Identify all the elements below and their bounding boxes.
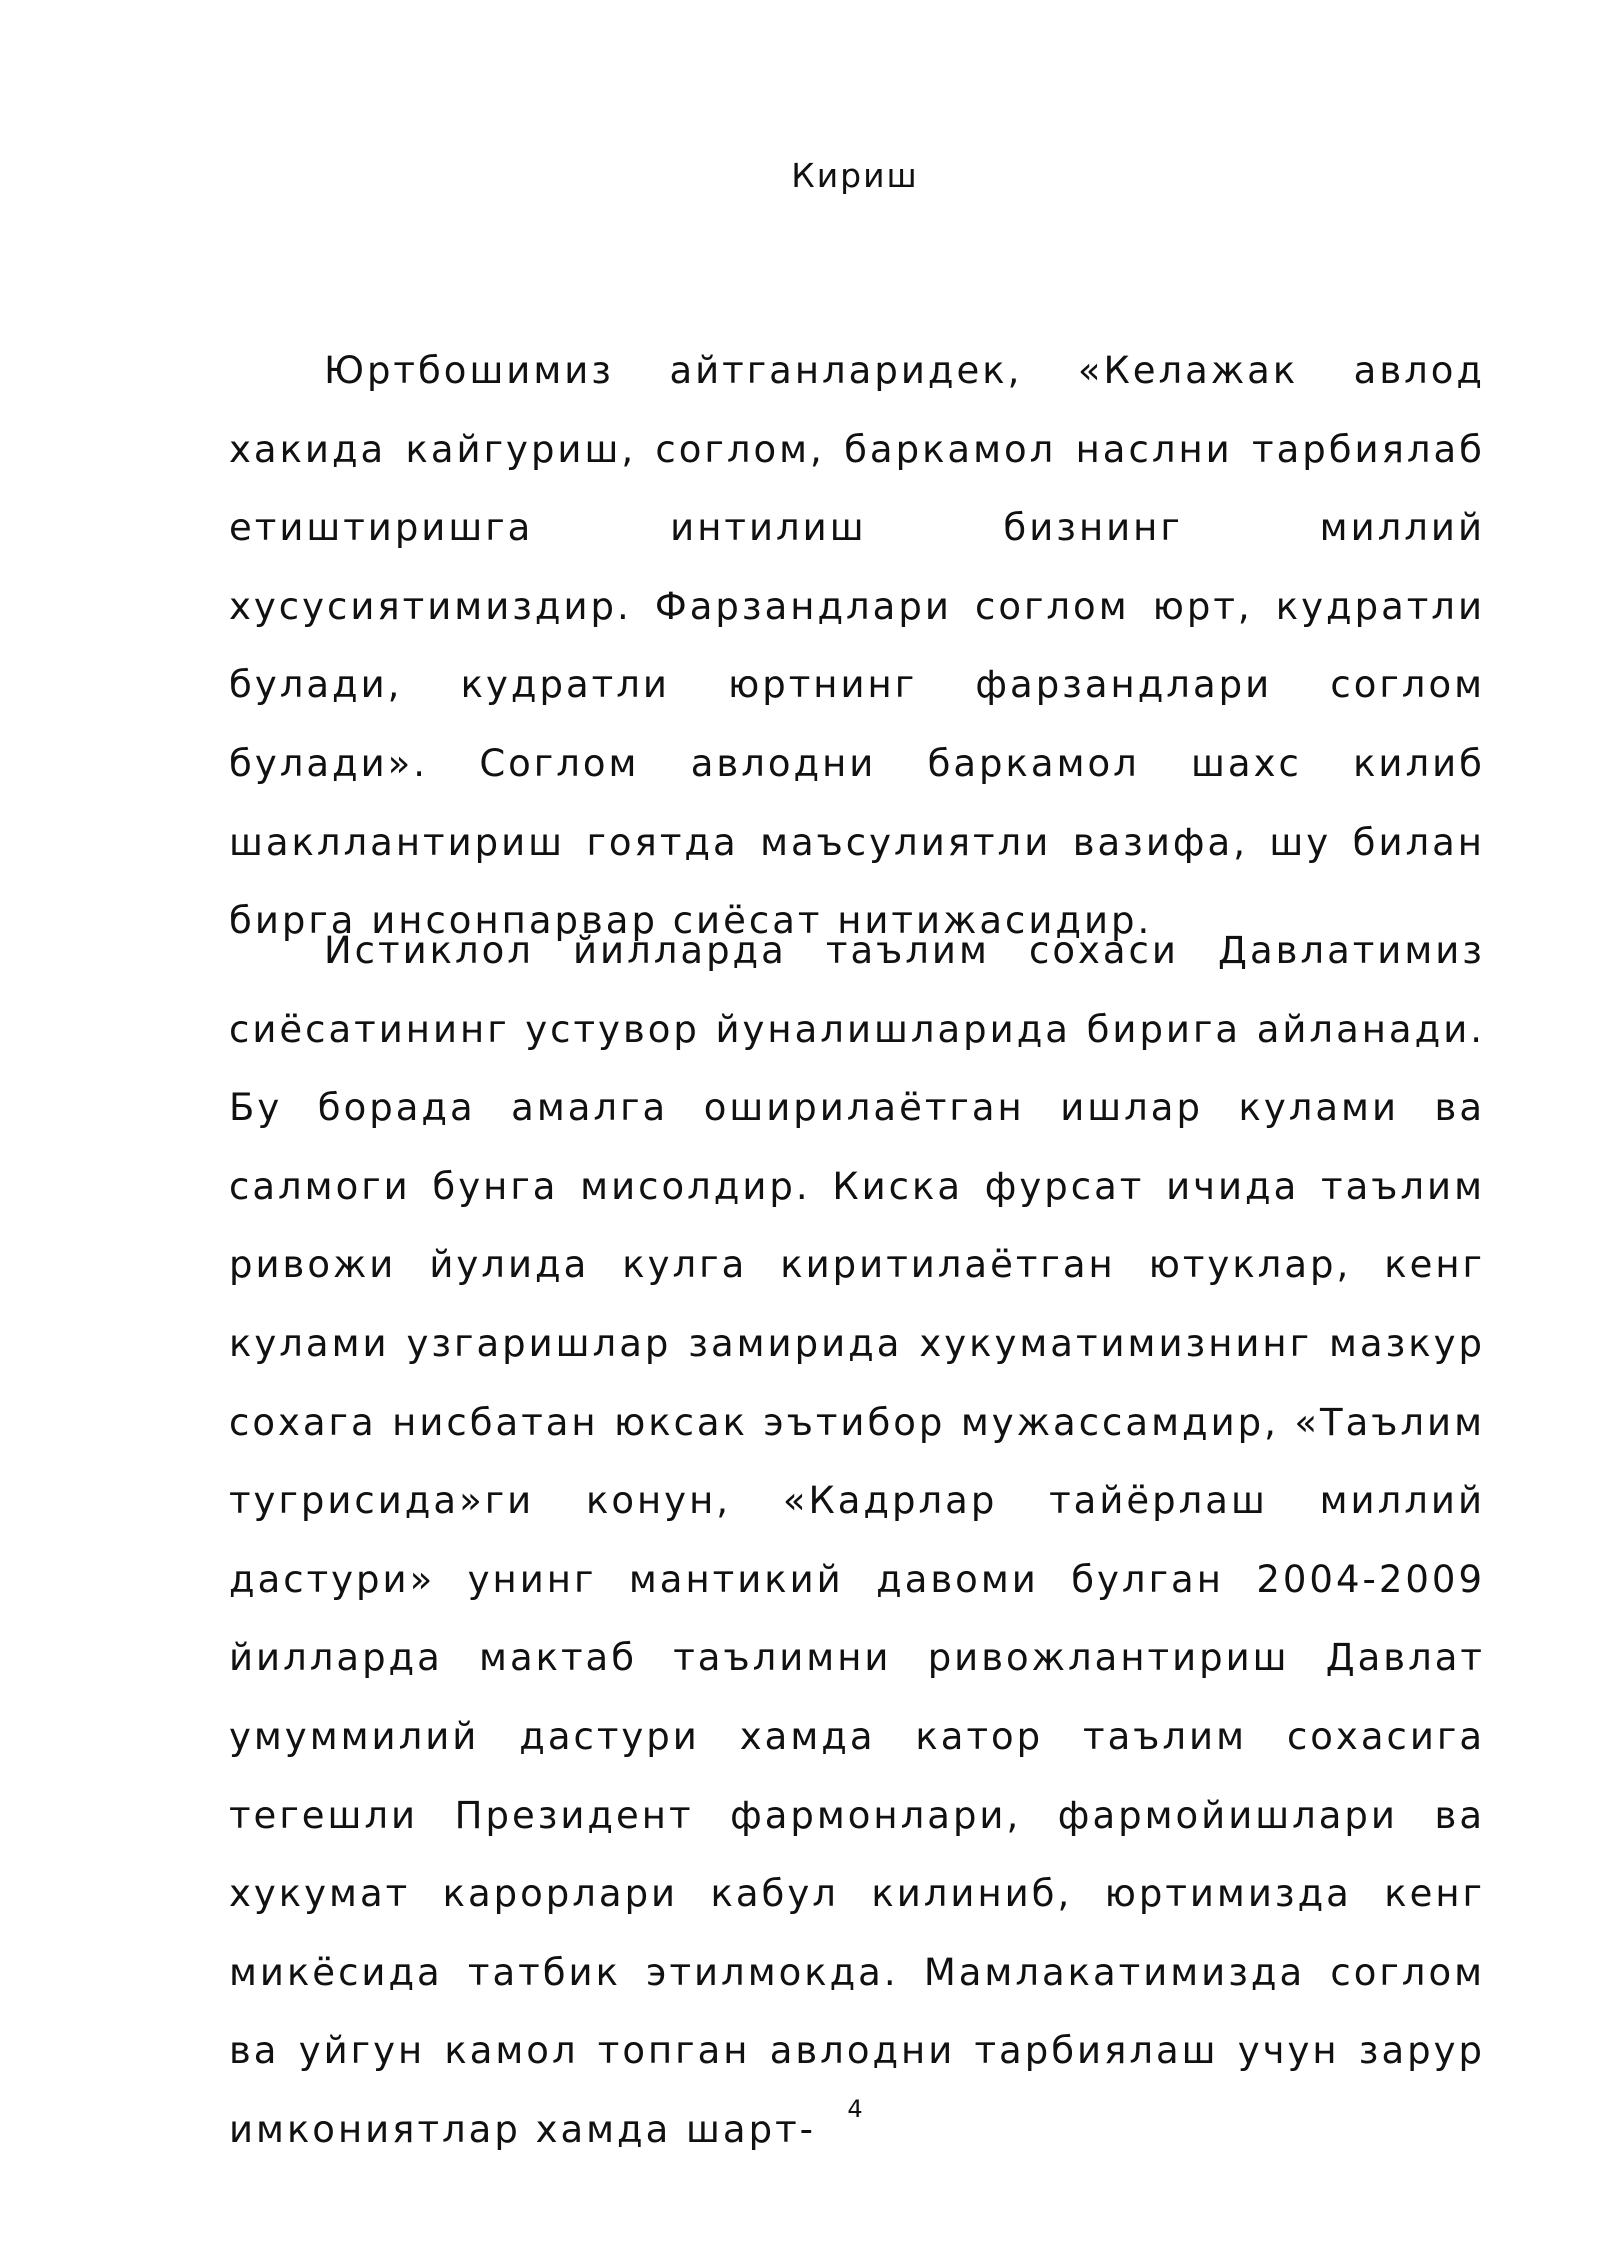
paragraph-2: Истиклол йилларда таълим сохаси Давлатимиз сиёсатининг устувор йуналишларида бирига айланади. Бу борада амалга оширилаётган ишлар кулами ва салмоги бунга мисолдир. Киска фурсат ичида таълим ривожи йулида кулга киритилаётган ютуклар, кенг кулами узгаришлар замирида хукуматимизнинг мазкур сохага нисбатан юксак эътибор мужассамдир, «Таълим тугрисида»ги конун, «Кадрлар тайёрлаш миллий дастури» унинг мантикий давоми булган 2004-2009 йилларда мактаб таълимни ривожлантириш Давлат умуммилий дастури хамда катор таълим сохасига тегешли Президент фармонлари, фармойишлари ва хукумат карорлари кабул килиниб, юртимизда кенг микёсида татбик этилмокда. Мамлакатимизда соглом ва уйгун камол топган авлодни тарбиялаш учун зарур имкониятлар хамда шарт- (229, 929, 1485, 2151)
page-number: 4 (847, 2095, 863, 2123)
paragraph-2-container (229, 912, 1485, 2170)
paragraph-1-container (229, 332, 1485, 961)
paragraph-1: Юртбошимиз айтганларидек, «Келажак авлод хакида кайгуриш, соглом, баркамол наслни тарбиялаб етиштиришга интилиш бизнинг миллий хусусиятимиздир. Фарзандлари соглом юрт, кудратли булади, кудратли юртнинг фарзандлари соглом булади». Соглом авлодни баркамол шахс килиб шакллантириш гоятда маъсулиятли вазифа, шу билан бирга инсонпарвар сиёсат нитижасидир. (229, 349, 1485, 943)
section-title: Кириш (791, 156, 919, 195)
